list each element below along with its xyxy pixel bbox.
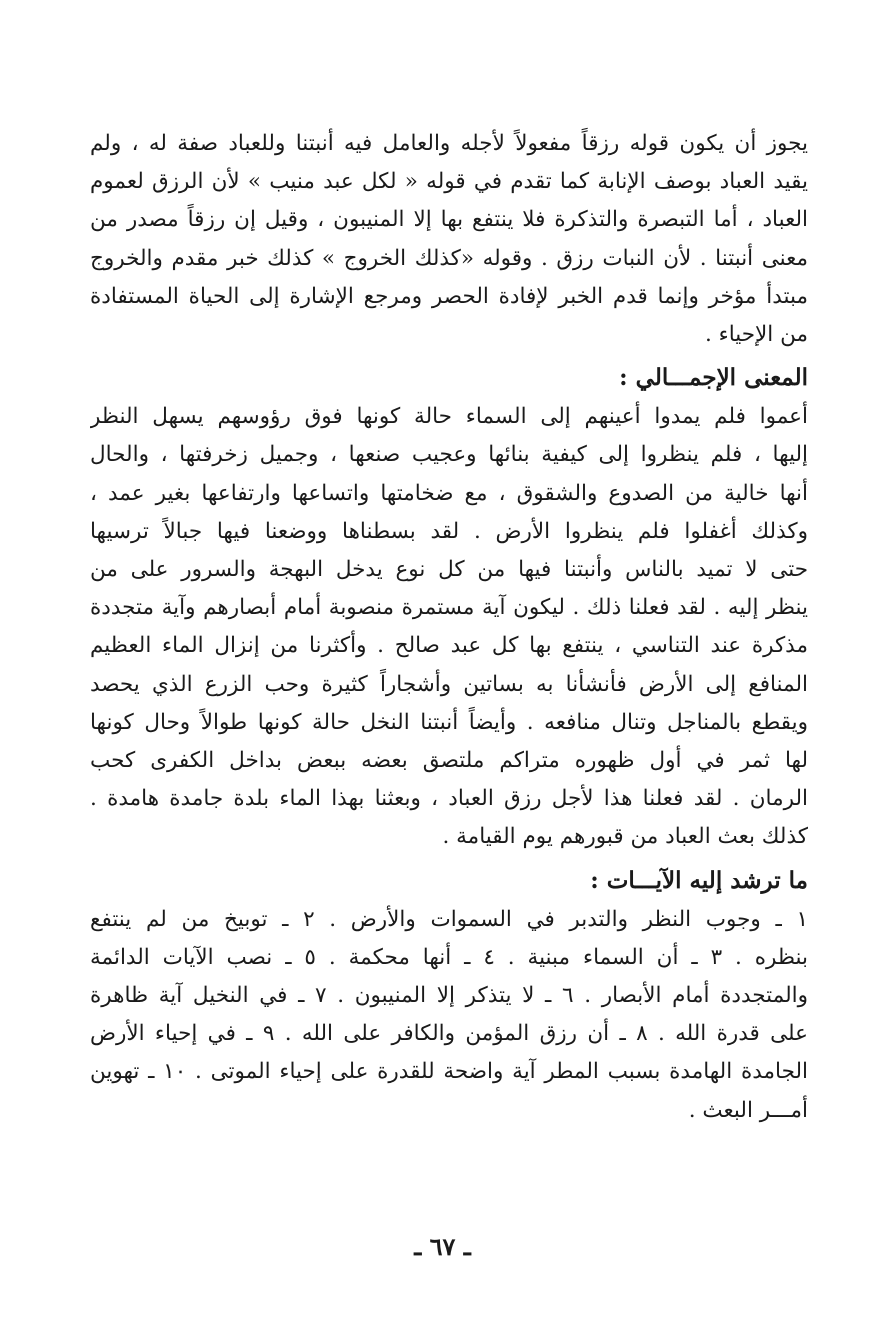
general-meaning-paragraph [90,398,808,856]
text-line: يجوز أن يكون قوله رزقاً مفعولاً لأجله والعامل فيه أنبتنا وللعباد صفة له ، ولم [90,131,808,156]
text-line: ويقطع بالمناجل وتنال منافعه . وأيضاً أنبتنا النخل حالة كونها طوالاً وحال كونها [90,709,808,735]
text-line: الجامدة الهامدة بسبب المطر آية واضحة للقدرة على إحياء الموتى . ١٠ ـ تهوين [90,1059,808,1085]
text-line: أمـــر البعث . [688,1097,808,1123]
page-number: ـ ٦٧ ـ [414,1232,471,1261]
text-line: كذلك بعث العباد من قبورهم يوم القيامة . [442,824,808,850]
text-line: ١ ـ وجوب النظر والتدبر في السموات والأرض . ٢ ـ توبيخ من لم ينتفع [90,906,808,932]
text-line: إليها ، فلم ينظروا إلى كيفية بنائها وعجيب صنعها ، وجميل زخرفتها ، والحال [90,442,808,468]
section-heading-general-meaning: المعنى الإجمـــالي : [619,364,808,392]
text-line: معنى أنبتنا . لأن النبات رزق . وقوله «كذلك الخروج » كذلك خبر مقدم والخروج [90,245,808,271]
document-page [90,125,808,1265]
text-line: الرمان . لقد فعلنا هذا لأجل رزق العباد ، وبعثنا بهذا الماء بلدة جامدة هامدة . [90,786,808,812]
text-line: أعموا فلم يمدوا أعينهم إلى السماء حالة كونها فوق رؤوسهم يسهل النظر [90,404,808,430]
text-line: والمتجددة أمام الأبصار . ٦ ـ لا يتذكر إلا المنيبون . ٧ ـ في النخيل آية ظاهرة [90,983,808,1009]
text-line: وكذلك أغفلوا فلم ينظروا الأرض . لقد بسطناها ووضعنا فيها جبالاً ترسيها [90,518,808,544]
text-line: مبتدأ مؤخر وإنما قدم الخبر لإفادة الحصر ومرجع الإشارة إلى الحياة المستفادة [90,283,808,309]
text-line: بنظره . ٣ ـ أن السماء مبنية . ٤ ـ أنها محكمة . ٥ ـ نصب الآيات الدائمة [90,944,808,970]
text-line: يقيد العباد بوصف الإنابة كما تقدم في قوله « لكل عبد منيب » لأن الرزق لعموم [90,169,808,195]
text-line: ينظر إليه . لقد فعلنا ذلك . ليكون آية مستمرة منصوبة أمام أبصارهم وآية متجددة [90,595,808,621]
text-line: أنها خالية من الصدوع والشقوق ، مع ضخامتها واتساعها وارتفاعها بغير عمد ، [90,480,808,506]
text-line: حتى لا تميد بالناس وأنبتنا فيها من كل نوع يدخل البهجة والسرور على من [90,557,808,583]
verse-guidance-list [90,901,808,1130]
text-line: من الإحياء . [704,322,808,348]
section-heading-verse-guidance: ما ترشد إليه الآيـــات : [590,866,808,894]
text-line: على قدرة الله . ٨ ـ أن رزق المؤمن والكافر على الله . ٩ ـ في إحياء الأرض [90,1021,808,1047]
text-line: العباد ، أما التبصرة والتذكرة فلا ينتفع بها إلا المنيبون ، وقيل إن رزقاً مصدر من [90,207,808,233]
text-line: المنافع إلى الأرض فأنشأنا به بساتين وأشجاراً كثيرة وحب الزرع الذي يحصد [90,671,808,697]
intro-paragraph [90,125,808,354]
text-line: مذكرة عند التناسي ، ينتفع بها كل عبد صالح . وأكثرنا من إنزال الماء العظيم [90,633,808,659]
text-line: لها ثمر في أول ظهوره متراكم ملتصق بعضه ببعض بداخل الكفرى كحب [90,748,808,774]
